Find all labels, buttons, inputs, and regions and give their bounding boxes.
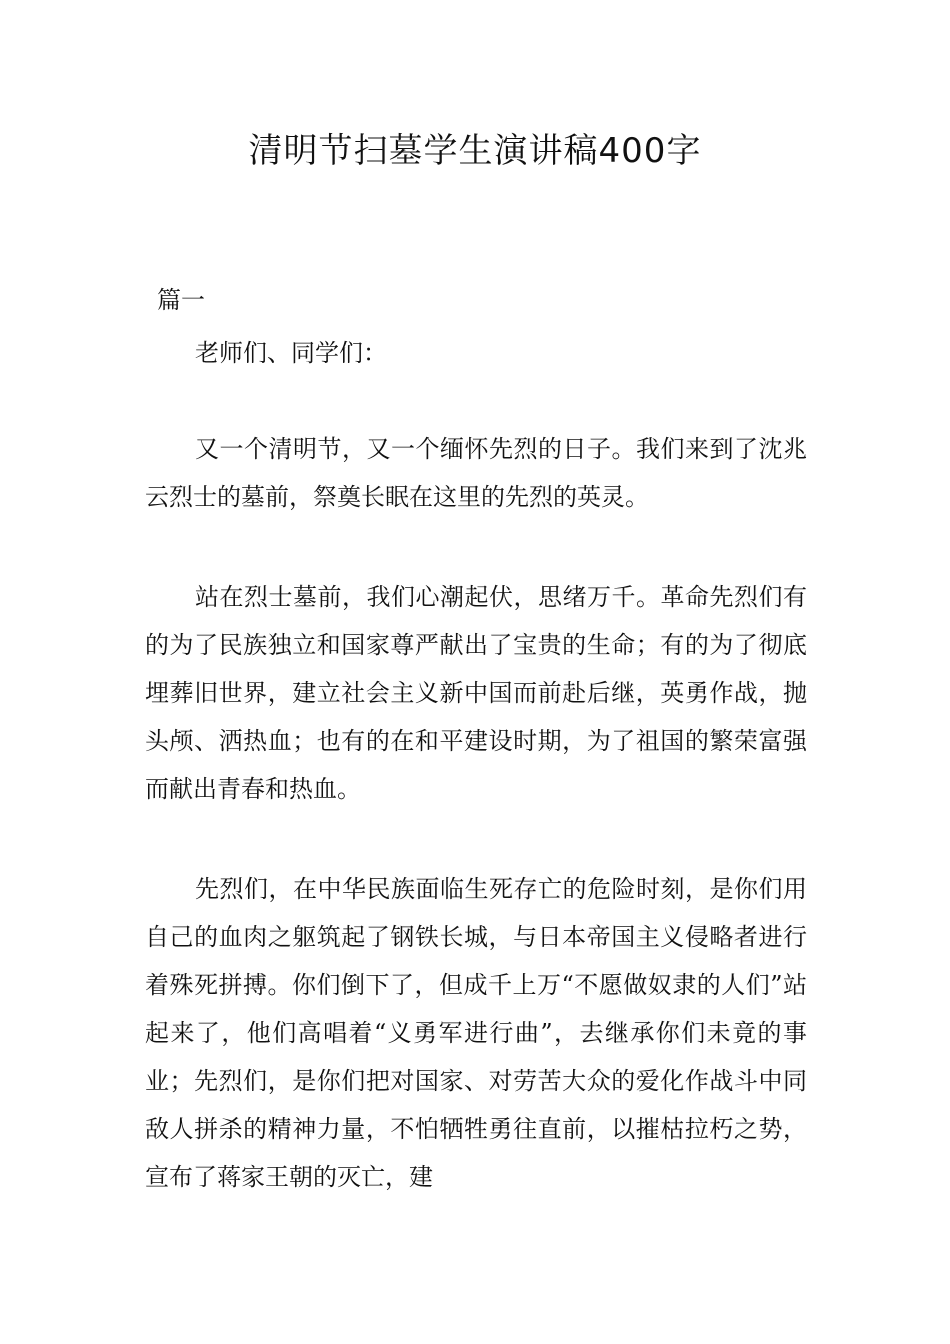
paragraph-3: 先烈们，在中华民族面临生死存亡的危险时刻，是你们用自己的血肉之躯筑起了钢铁长城，与日本帝国主义侵略者进行着殊死拼搏。你们倒下了，但成千上万“不愿做奴隶的人们”站起来了，他们高唱着“义勇军进行曲”，去继承你们未竟的事业；先烈们，是你们把对国家、对劳苦大众的爱化作战斗中同敌人拼杀的精神力量，不怕牺牲勇往直前，以摧枯拉朽之势，宣布了蒋家王朝的灭亡，建	[145, 875, 807, 1191]
section-label: 篇一	[157, 286, 205, 314]
document-title: 清明节扫墓学生演讲稿400字	[248, 131, 702, 171]
greeting: 老师们、同学们：	[195, 339, 387, 367]
paragraph-1: 又一个清明节，又一个缅怀先烈的日子。我们来到了沈兆云烈士的墓前，祭奠长眠在这里的先烈的英灵。	[145, 435, 807, 511]
paragraph-2: 站在烈士墓前，我们心潮起伏，思绪万千。革命先烈们有的为了民族独立和国家尊严献出了宝贵的生命；有的为了彻底埋葬旧世界，建立社会主义新中国而前赴后继，英勇作战，抛头颅、洒热血；也有的在和平建设时期，为了祖国的繁荣富强而献出青春和热血。	[145, 583, 807, 803]
